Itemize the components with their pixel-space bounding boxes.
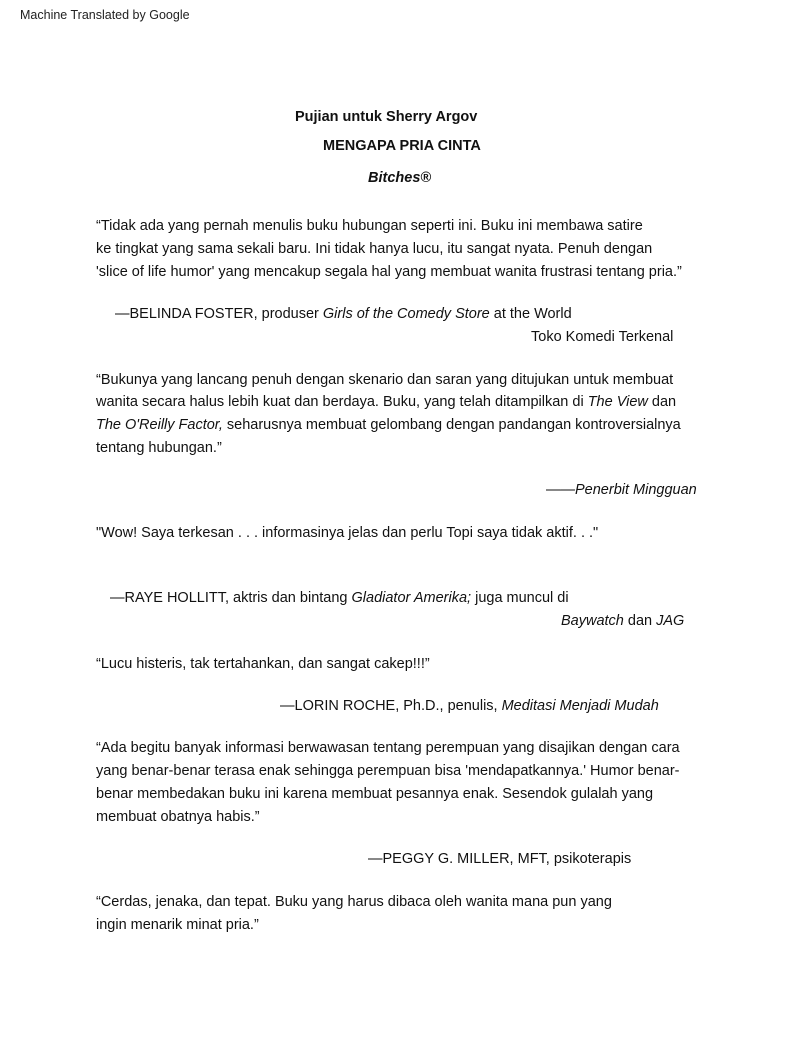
- quote5-line1: “Ada begitu banyak informasi berwawasan tentang perempuan yang disajikan dengan cara: [96, 740, 680, 756]
- quote2-line1: “Bukunya yang lancang penuh dengan skenario dan saran yang ditujukan untuk membuat: [96, 372, 674, 388]
- quote4-line1: “Lucu histeris, tak tertahankan, dan sangat cakep!!!”: [96, 656, 430, 672]
- quote1-line1: “Tidak ada yang pernah menulis buku hubungan seperti ini. Buku ini membawa satire: [96, 218, 643, 234]
- quote5-line2: yang benar-benar terasa enak sehingga perempuan bisa 'mendapatkannya.' Humor benar-: [96, 763, 680, 779]
- quote5-attribution: —PEGGY G. MILLER, MFT, psikoterapis: [368, 851, 632, 867]
- quote2-line3: The O'Reilly Factor, seharusnya membuat gelombang dengan pandangan kontroversialnya: [96, 417, 681, 433]
- quote5-line3: benar membedakan buku ini karena membuat pesannya enak. Sesendok gulalah yang: [96, 786, 654, 802]
- quote4-attribution: —LORIN ROCHE, Ph.D., penulis, Meditasi Menjadi Mudah: [280, 698, 659, 714]
- quote2-attribution: ——Penerbit Mingguan: [546, 482, 697, 498]
- quote3-attribution: —RAYE HOLLITT, aktris dan bintang Gladiator Amerika; juga muncul di: [110, 590, 569, 606]
- quote1-line3: 'slice of life humor' yang mencakup segala hal yang membuat wanita frustrasi tentang pria.”: [96, 264, 682, 280]
- heading-praise: Pujian untuk Sherry Argov: [295, 109, 478, 125]
- quote6-line2: ingin menarik minat pria.”: [96, 917, 259, 933]
- quote1-attribution-cont: Toko Komedi Terkenal: [531, 329, 674, 345]
- quote1-line2: ke tingkat yang sama sekali baru. Ini tidak hanya lucu, itu sangat nyata. Penuh dengan: [96, 241, 653, 257]
- watermark-text: Machine Translated by Google: [20, 8, 190, 22]
- heading-book-title: MENGAPA PRIA CINTA: [323, 138, 481, 154]
- quote5-line4: membuat obatnya habis.”: [96, 809, 260, 825]
- quote1-attribution: —BELINDA FOSTER, produser Girls of the Comedy Store at the World: [115, 306, 572, 322]
- quote2-line2: wanita secara halus lebih kuat dan berdaya. Buku, yang telah ditampilkan di The View dan: [96, 394, 677, 410]
- heading-book-subtitle: Bitches®: [368, 170, 432, 186]
- quote3-attribution-cont: Baywatch dan JAG: [561, 613, 685, 629]
- quote6-line1: “Cerdas, jenaka, dan tepat. Buku yang harus dibaca oleh wanita mana pun yang: [96, 894, 612, 910]
- quote2-line4: tentang hubungan.”: [96, 440, 222, 456]
- quote3-line1: "Wow! Saya terkesan . . . informasinya jelas dan perlu Topi saya tidak aktif. . .": [96, 525, 599, 541]
